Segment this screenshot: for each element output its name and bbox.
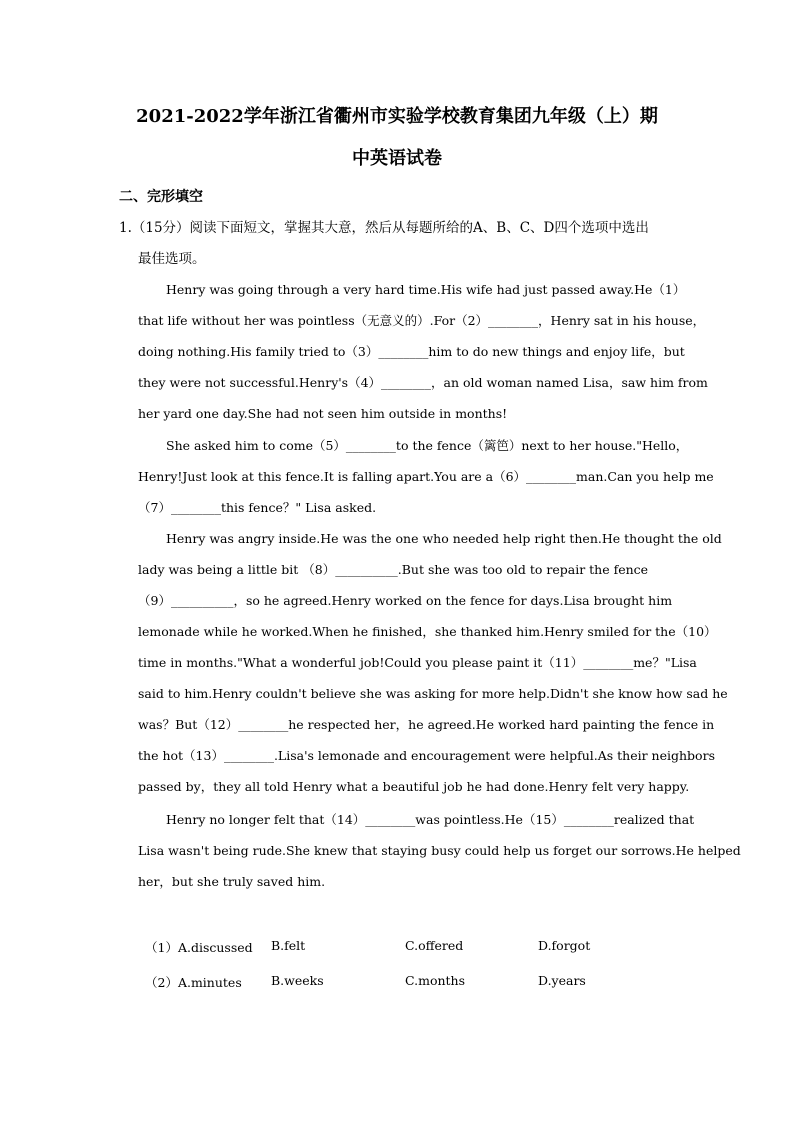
option-row-2	[145, 973, 685, 995]
passage-line: Lisa wasn't being rude.She knew that staying busy could help us forget our sorrows.He helped	[138, 843, 741, 858]
passage-line: lemonade while he worked.When he finished，she thanked him.Henry smiled for the（10）	[138, 624, 717, 639]
passage-line: She asked him to come（5）________to the fence（篱笆）next to her house."Hello，	[166, 438, 689, 453]
passage-line: said to him.Henry couldn't believe she was asking for more help.Didn't she know how sad he	[138, 686, 728, 701]
passage-paragraph-3	[138, 523, 728, 802]
passage-line: was？But（12）________he respected her，he agreed.He worked hard painting the fence in	[138, 717, 715, 732]
option-c: C.months	[405, 973, 466, 988]
option-d: D.years	[538, 973, 586, 988]
passage-paragraph-4	[138, 804, 741, 897]
passage-line: her，but she truly saved him.	[138, 874, 326, 889]
option-c: C.offered	[405, 938, 464, 953]
option-a: （1）A.discussed	[145, 940, 253, 955]
passage-line: her yard one day.She had not seen him outside in months!	[138, 406, 508, 421]
passage-line: the hot（13）________.Lisa's lemonade and encouragement were helpful.As their neighbors	[138, 748, 715, 763]
question-instruction-line1: 1.（15分）阅读下面短文，掌握其大意，然后从每题所给的A、B、C、D四个选项中选出	[119, 220, 649, 236]
option-b: B.felt	[271, 938, 306, 953]
question-instruction-line2: 最佳选项。	[138, 251, 206, 267]
passage-line: Henry!Just look at this fence.It is falling apart.You are a（6）________man.Can you help me	[138, 469, 714, 484]
exam-title-line1: 2021-2022学年浙江省衢州市实验学校教育集团九年级（上）期	[136, 106, 658, 127]
option-row-1	[145, 938, 685, 960]
passage-line: time in months."What a wonderful job!Could you please paint it（11）________me？"Lisa	[138, 655, 697, 670]
passage-line: they were not successful.Henry's（4）________，an old woman named Lisa，saw him from	[138, 375, 708, 390]
exam-title-line2: 中英语试卷	[352, 148, 442, 169]
passage-paragraph-1	[138, 274, 708, 429]
passage-line: （9）__________，so he agreed.Henry worked on the fence for days.Lisa brought him	[138, 593, 673, 608]
passage-line: passed by，they all told Henry what a beautiful job he had done.Henry felt very happy.	[138, 779, 690, 794]
option-a: （2）A.minutes	[145, 975, 242, 990]
option-d: D.forgot	[538, 938, 591, 953]
passage-line: that life without her was pointless（无意义的）.For（2）________，Henry sat in his house，	[138, 313, 706, 328]
passage-line: Henry no longer felt that（14）________was pointless.He（15）________realized that	[166, 812, 695, 827]
option-b: B.weeks	[271, 973, 324, 988]
passage-line: Henry was angry inside.He was the one who needed help right then.He thought the old	[166, 531, 722, 546]
passage-paragraph-2	[138, 430, 714, 523]
passage-line: doing nothing.His family tried to（3）________him to do new things and enjoy life，but	[138, 344, 685, 359]
passage-line: Henry was going through a very hard time.His wife had just passed away.He（1）	[166, 282, 686, 297]
passage-line: （7）________this fence？" Lisa asked.	[138, 500, 377, 515]
passage-line: lady was being a little bit （8）__________.But she was too old to repair the fence	[138, 562, 649, 577]
section-heading: 二、完形填空	[119, 189, 203, 205]
